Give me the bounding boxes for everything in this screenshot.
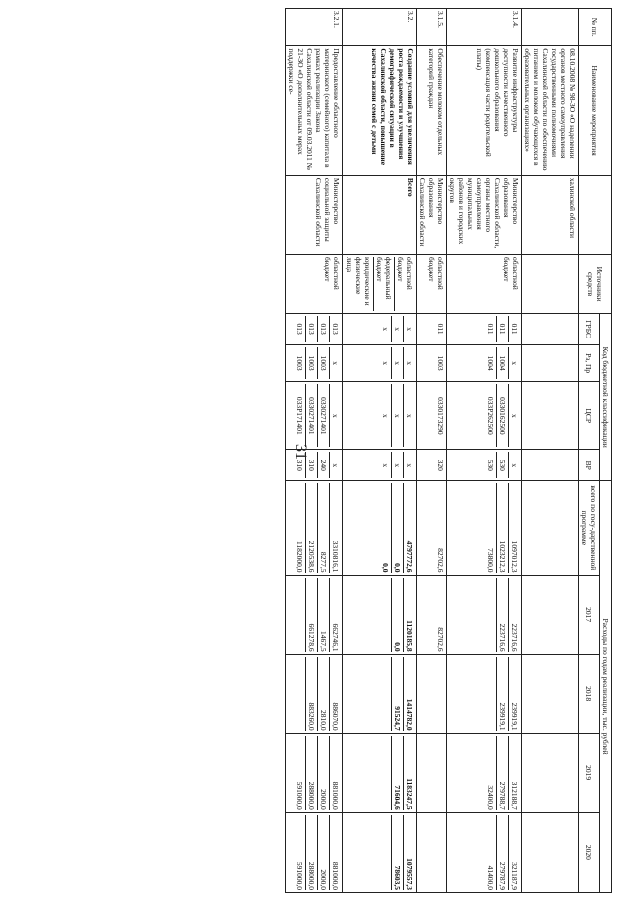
row-2019: [447, 733, 522, 812]
row-source-line: областной бюджет: [396, 256, 414, 290]
row-vr-line: x: [331, 463, 340, 468]
rotated-table-container: [82, 8, 612, 893]
row-num: 3.2.: [343, 9, 417, 46]
header-kbk: Код бюджетной классификации: [600, 314, 612, 481]
row-2019-line: 32400,0: [485, 736, 497, 810]
row-vr-line: 310: [306, 452, 318, 478]
row-2019-line: 1183247,5: [405, 778, 414, 810]
row-grbs-line: x: [392, 316, 404, 342]
row-grbs: [522, 314, 579, 345]
table-row: [417, 9, 447, 893]
row-executor: Министерство социальной защиты Сахалинской области: [286, 175, 343, 254]
row-2019-line: 881000,0: [331, 781, 340, 810]
row-2018-line: 2810,0: [318, 657, 330, 731]
table-row: [343, 9, 417, 893]
row-csr: [286, 382, 343, 450]
row-executor: Министерство образования Сахалинской области, органы местного самоуправления муниципальных районов и городских округов: [447, 175, 522, 254]
row-source: областной бюджет: [286, 254, 343, 313]
row-csr-line: x: [331, 413, 340, 418]
row-rzpr: [343, 344, 417, 381]
header-num: № пп.: [579, 9, 612, 46]
table-row: [447, 9, 522, 893]
row-grbs-line: 011: [485, 316, 497, 342]
row-2017: [522, 575, 579, 654]
row-total: [286, 481, 343, 575]
row-2019-line: 279788,7: [497, 736, 509, 810]
row-2017-line: 1467,5: [318, 578, 330, 652]
row-2018-line: 1414782,0: [405, 698, 414, 731]
row-total-line: 73800,0: [485, 483, 497, 572]
row-total-line: 1182000,0: [294, 483, 306, 572]
row-grbs-line: 013: [331, 323, 340, 335]
row-vr: [286, 450, 343, 481]
row-rzpr-line: x: [380, 347, 392, 379]
row-vr-line: 530: [497, 452, 509, 478]
row-csr-line: x: [405, 413, 414, 418]
row-2020-line: 41400,0: [485, 815, 497, 890]
row-2020: [447, 812, 522, 892]
row-total: 82702,6: [417, 481, 447, 575]
row-source: областной бюджет: [417, 254, 447, 313]
row-2020-line: 78603,5: [392, 815, 404, 890]
row-2020: [417, 812, 447, 892]
row-vr: 320: [417, 450, 447, 481]
row-rzpr-line: 1004: [497, 347, 509, 379]
row-executor: Всего: [343, 175, 417, 254]
header-2018: 2018: [579, 654, 600, 733]
row-2020-line: 1079557,3: [405, 858, 414, 890]
row-vr-line: 310: [294, 452, 306, 478]
page-number: 31: [292, 444, 309, 460]
row-2020-line: 591000,0: [294, 815, 306, 890]
row-2017-line: 223716,6: [510, 623, 519, 652]
row-rzpr: [447, 344, 522, 381]
row-2020-line: 288000,0: [306, 815, 318, 890]
header-grbs: ГРБС: [579, 314, 600, 345]
row-vr: [343, 450, 417, 481]
row-grbs-line: x: [380, 316, 392, 342]
row-rzpr-line: 1003: [318, 347, 330, 379]
row-2019-line: 2000,0: [318, 736, 330, 810]
header-expenses: Расходы по годам реализации, тыс. рублей: [600, 481, 612, 893]
row-name: Предоставление областного материнского (семейного) капитала в рамках реализации Закона Сахалинской области от 09.03.2011 № 21-ЗО «О дополнительных мерах поддержки се-: [286, 46, 343, 176]
row-2017-line: [380, 578, 392, 652]
row-2018-line: [380, 657, 392, 731]
row-2020-line: [380, 815, 392, 890]
budget-table: [285, 8, 612, 893]
header-source: Источники средств: [579, 254, 612, 313]
row-2018-line: 239919,1: [497, 657, 509, 731]
row-total-line: 0,0: [380, 483, 392, 572]
row-source: [522, 254, 579, 313]
row-rzpr: [286, 344, 343, 381]
row-2017-line: 223716,6: [497, 578, 509, 652]
row-csr-line: 0330162500: [497, 384, 509, 447]
row-grbs-line: x: [405, 327, 414, 331]
row-total-line: 4797772,6: [405, 540, 414, 573]
row-grbs-line: 013: [306, 316, 318, 342]
row-2017-line: [485, 578, 497, 652]
row-num: 3.2.1.: [286, 9, 343, 46]
row-2019-line: [380, 736, 392, 810]
row-rzpr-line: x: [405, 361, 414, 365]
row-total-line: 8277,5: [318, 483, 330, 572]
row-2018-line: 239919,1: [510, 702, 519, 731]
row-total-line: 3310816,1: [331, 540, 340, 573]
row-source: областной бюджет: [447, 254, 522, 313]
header-2019: 2019: [579, 733, 600, 812]
row-grbs: [447, 314, 522, 345]
row-grbs: 011: [417, 314, 447, 345]
row-2017: [286, 575, 343, 654]
table-body: [286, 9, 579, 893]
row-2019-line: 71604,6: [392, 736, 404, 810]
row-2018-line: [485, 657, 497, 731]
row-executor: халинской области: [522, 175, 579, 254]
row-csr-line: x: [380, 384, 392, 447]
row-source-line: федеральный бюджет: [374, 257, 395, 311]
row-csr-line: 0330271401: [306, 384, 318, 447]
row-source-line: юридические и физические лица: [344, 257, 374, 311]
row-rzpr-line: 1003: [294, 347, 306, 379]
row-2017: [447, 575, 522, 654]
row-total-line: 0,0: [392, 483, 404, 572]
row-2019: [343, 733, 417, 812]
header-vr: ВР: [579, 450, 600, 481]
row-vr-line: x: [380, 452, 392, 478]
row-total-line: 1023212,3: [497, 483, 509, 572]
row-2018-line: 883260,0: [306, 657, 318, 731]
row-executor: Министерство образования Сахалинской области: [417, 175, 447, 254]
row-2017-line: 0,0: [392, 578, 404, 652]
row-grbs: [343, 314, 417, 345]
row-rzpr-line: 1004: [485, 347, 497, 379]
row-2019: [417, 733, 447, 812]
row-name: 08.10.2008 № 98-ЗО «О наделении органов местного самоуправления государственными полномочиями Сахалинской области по обеспечению питанием и молоком обучающихся в образовательных организациях»: [522, 46, 579, 176]
row-2018-line: 91524,7: [392, 657, 404, 731]
row-total: [343, 481, 417, 575]
header-total: всего по госу-дарственной программе: [579, 481, 600, 575]
row-vr-line: x: [405, 463, 414, 468]
row-vr-line: x: [392, 452, 404, 478]
row-vr-line: 530: [485, 452, 497, 478]
row-2020-line: 321187,9: [510, 862, 519, 890]
row-rzpr: [522, 344, 579, 381]
row-rzpr-line: x: [331, 361, 340, 365]
row-name: Обеспечение молоком отдельных категорий граждан: [417, 46, 447, 176]
row-2020: [522, 812, 579, 892]
row-2018: [286, 654, 343, 733]
row-2020-line: 279787,9: [497, 815, 509, 890]
row-num: [522, 9, 579, 46]
row-vr: [447, 450, 522, 481]
row-total-line: 2120538,6: [306, 483, 318, 572]
header-2020: 2020: [579, 812, 600, 892]
row-rzpr-line: 1003: [306, 347, 318, 379]
row-2020: [343, 812, 417, 892]
row-vr-line: 240: [318, 452, 330, 478]
header-2017: 2017: [579, 575, 600, 654]
table-row: [286, 9, 343, 893]
row-grbs-line: 013: [318, 316, 330, 342]
row-vr-line: x: [510, 463, 519, 468]
row-2020-line: 2000,0: [318, 815, 330, 890]
row-csr: [447, 382, 522, 450]
row-2018: [417, 654, 447, 733]
header-rzpr: Рз, Пр: [579, 344, 600, 381]
row-source: [343, 254, 417, 313]
row-grbs-line: 013: [294, 316, 306, 342]
header-executor: [579, 175, 612, 254]
row-csr: [343, 382, 417, 450]
row-2017-line: 1120185,8: [405, 620, 414, 652]
row-2019-line: 312188,7: [510, 781, 519, 810]
row-2019: [522, 733, 579, 812]
row-2018-line: [294, 657, 306, 731]
row-num: 3.1.4.: [447, 9, 522, 46]
row-grbs-line: 011: [497, 316, 509, 342]
row-rzpr-line: x: [392, 347, 404, 379]
row-2019-line: 288000,0: [306, 736, 318, 810]
row-2020: [286, 812, 343, 892]
row-csr-line: 033P262500: [485, 384, 497, 447]
row-vr: [522, 450, 579, 481]
row-total: [447, 481, 522, 575]
row-2018: [343, 654, 417, 733]
row-2019: [286, 733, 343, 812]
row-2020-line: 881000,0: [331, 861, 340, 890]
row-num: 3.1.5.: [417, 9, 447, 46]
row-grbs: [286, 314, 343, 345]
row-csr: 0330173290: [417, 382, 447, 450]
row-rzpr-line: x: [510, 361, 519, 365]
row-csr-line: x: [392, 384, 404, 447]
row-2018-line: 886070,0: [331, 702, 340, 731]
header-name: Наименование мероприятия: [579, 46, 612, 176]
row-2017-line: [294, 578, 306, 652]
row-name: Создание условий для увеличения роста рождаемости и улучшения демографической ситуации в Сахалинской области, повышение качества жизни семей с детьми: [343, 46, 417, 176]
row-2018: [447, 654, 522, 733]
row-2017: 82702,6: [417, 575, 447, 654]
row-rzpr: 1003: [417, 344, 447, 381]
row-total: [522, 481, 579, 575]
row-2019-line: 591000,0: [294, 736, 306, 810]
row-2018: [522, 654, 579, 733]
row-csr: [522, 382, 579, 450]
row-2017-line: 662746,1: [331, 623, 340, 652]
header-csr: ЦСР: [579, 382, 600, 450]
row-csr-line: 0330271401: [318, 384, 330, 447]
row-grbs-line: 011: [510, 323, 519, 335]
row-csr-line: x: [510, 413, 519, 418]
row-2017-line: 661278,6: [306, 578, 318, 652]
row-2017: [343, 575, 417, 654]
row-total-line: 1097012,3: [510, 540, 519, 573]
table-row: [522, 9, 579, 893]
row-name: Развитие инфраструктуры доступности качественного дошкольного образования (компенсация части родительской платы): [447, 46, 522, 176]
row-csr-line: 033P171401: [294, 384, 306, 447]
